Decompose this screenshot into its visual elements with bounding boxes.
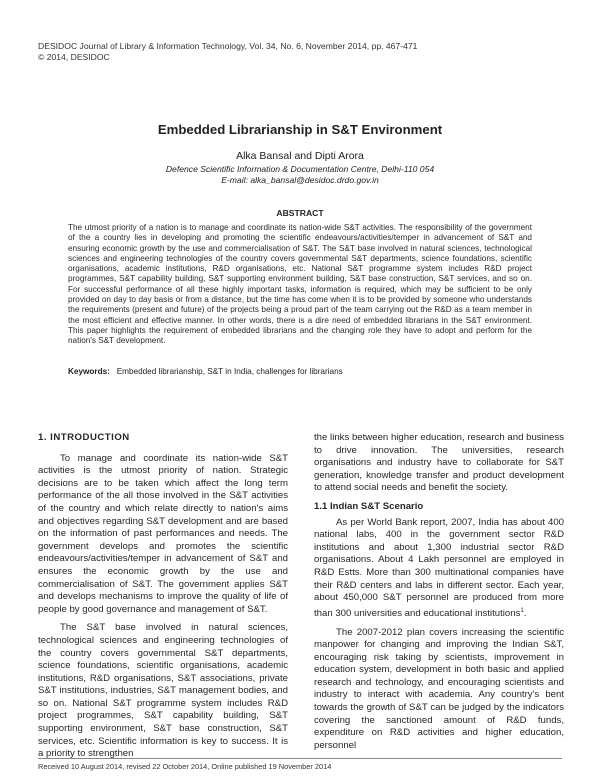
keywords-text: Embedded librarianship, S&T in India, challenges for librarians	[116, 367, 343, 376]
subsection-heading-indian-st: 1.1 Indian S&T Scenario	[314, 500, 424, 512]
affiliation: Defence Scientific Information & Documentation Centre, Delhi-110 054	[165, 164, 435, 174]
paper-authors: Alka Bansal and Dipti Arora	[236, 150, 364, 162]
affiliation-block	[0, 164, 600, 186]
scenario-paragraph-1-text: As per World Bank report, 2007, India has about 400 national labs, 400 in the government sector R&D institutions and about 1,300 industrial sector R&D organisations. About 4 Lakh personnel are employed in R&D Estts. More than 300 multinational companies have their R&D centers and labs in different sector. Each year, about 450,000 S&T personnel are produced from more than 300 universities and educational institutions	[314, 516, 564, 619]
left-column	[38, 432, 288, 767]
scenario-paragraph-1	[314, 517, 564, 621]
intro-paragraph-1: To manage and coordinate its nation-wide S&T activities is the utmost priority of nation. Strategic decisions are to be taken which affect the long term performance of the all those involved in the S&T activities of the country and which relate directly to nation's aims and objectives regarding S&T development and are based on the information of past performances and needs. The government develops and promotes the scientific endeavours/activities/temper in advancement of S&T and ensures the economic growth by the use and commercialisation of S&T. The government applies S&T and develops mechanisms to improve the quality of life of people by good governance and management of S&T.	[38, 452, 288, 615]
keywords-label: Keywords:	[68, 367, 110, 376]
section-heading-introduction: 1. INTRODUCTION	[38, 432, 130, 443]
right-column	[314, 432, 564, 758]
received-dates: Received 10 August 2014, revised 22 October 2014, Online published 19 November 2014	[38, 762, 332, 771]
intro-paragraph-continued: the links between higher education, research and business to drive innovation. The universities, research organisations and industry have to collaborate for S&T generation, knowledge transfer and product development to attend social needs and benefit the society.	[314, 432, 564, 494]
scenario-paragraph-2: The 2007-2012 plan covers increasing the scientific manpower for changing and improving the Indian S&T, encouraging risk taking by scientists, improvement in education system, development in both basic and applied research and technology, and encouraging scientists and industry to interact with academia. Any country's bent towards the growth of S&T can be judged by the indicators covering the sanctioned amount of R&D funds, expenditure on R&D activities and higher education, personnel	[314, 626, 564, 751]
abstract-text: The utmost priority of a nation is to manage and coordinate its nation-wide S&T activities. The responsibility of the government of the a country lies in developing and promoting the scientific endeavours/activities/temper in advancement of S&T and ensuring economic growth by the use and commercialisation of S&T. The S&T base involved in natural sciences, technological sciences and engineering technologies of the country covers governmental S&T departments, science foundations, scientific organisations, academic institutions, R&D organisations, etc. National S&T programme system includes R&D project programmes, S&T capability building, S&T supporting environment building, S&T base construction, S&T services, and so on. For successful performance of all these highly important tasks, information is required, which may be sufficient to be only provided on day to day basis or from a distance, but the time has come when it is to be provided by someone who understands the requirements (present and future) of the projects being a proud part of the team carrying out the R&D as a team member in the most efficient and effective manner. In other words, there is a dire need of embedded librarians in the S&T environment. This paper highlights the requirement of embedded librarians and the changing role they have to adopt and perform for the nation's S&T development.	[68, 223, 532, 346]
author-email: E-mail: alka_bansal@desidoc.drdo.gov.in	[221, 175, 379, 185]
journal-citation	[38, 41, 417, 63]
citation-superscript: 1	[520, 607, 524, 614]
intro-paragraph-2: The S&T base involved in natural sciences, technological sciences and engineering technologies of the country covers governmental S&T departments, science foundations, scientific organisations, academic institutions, R&D organisations, S&T associations, private S&T institutions, industries, S&T management bodies, and so on. National S&T programme system includes R&D project programmes, S&T capability building, S&T supporting environment, S&T base construction, S&T services, etc. Scientific information is key to success. It is a priority to strengthen	[38, 622, 288, 760]
keywords	[68, 367, 532, 376]
journal-citation-line: DESIDOC Journal of Library & Information Technology, Vol. 34, No. 6, November 2014, pp. 467-471	[38, 41, 418, 51]
copyright-line: © 2014, DESIDOC	[38, 52, 110, 62]
footer-rule	[38, 758, 562, 759]
paper-title: Embedded Librarianship in S&T Environment	[157, 122, 443, 137]
scenario-paragraph-1-end: .	[523, 607, 527, 619]
abstract-heading: ABSTRACT	[276, 208, 324, 218]
